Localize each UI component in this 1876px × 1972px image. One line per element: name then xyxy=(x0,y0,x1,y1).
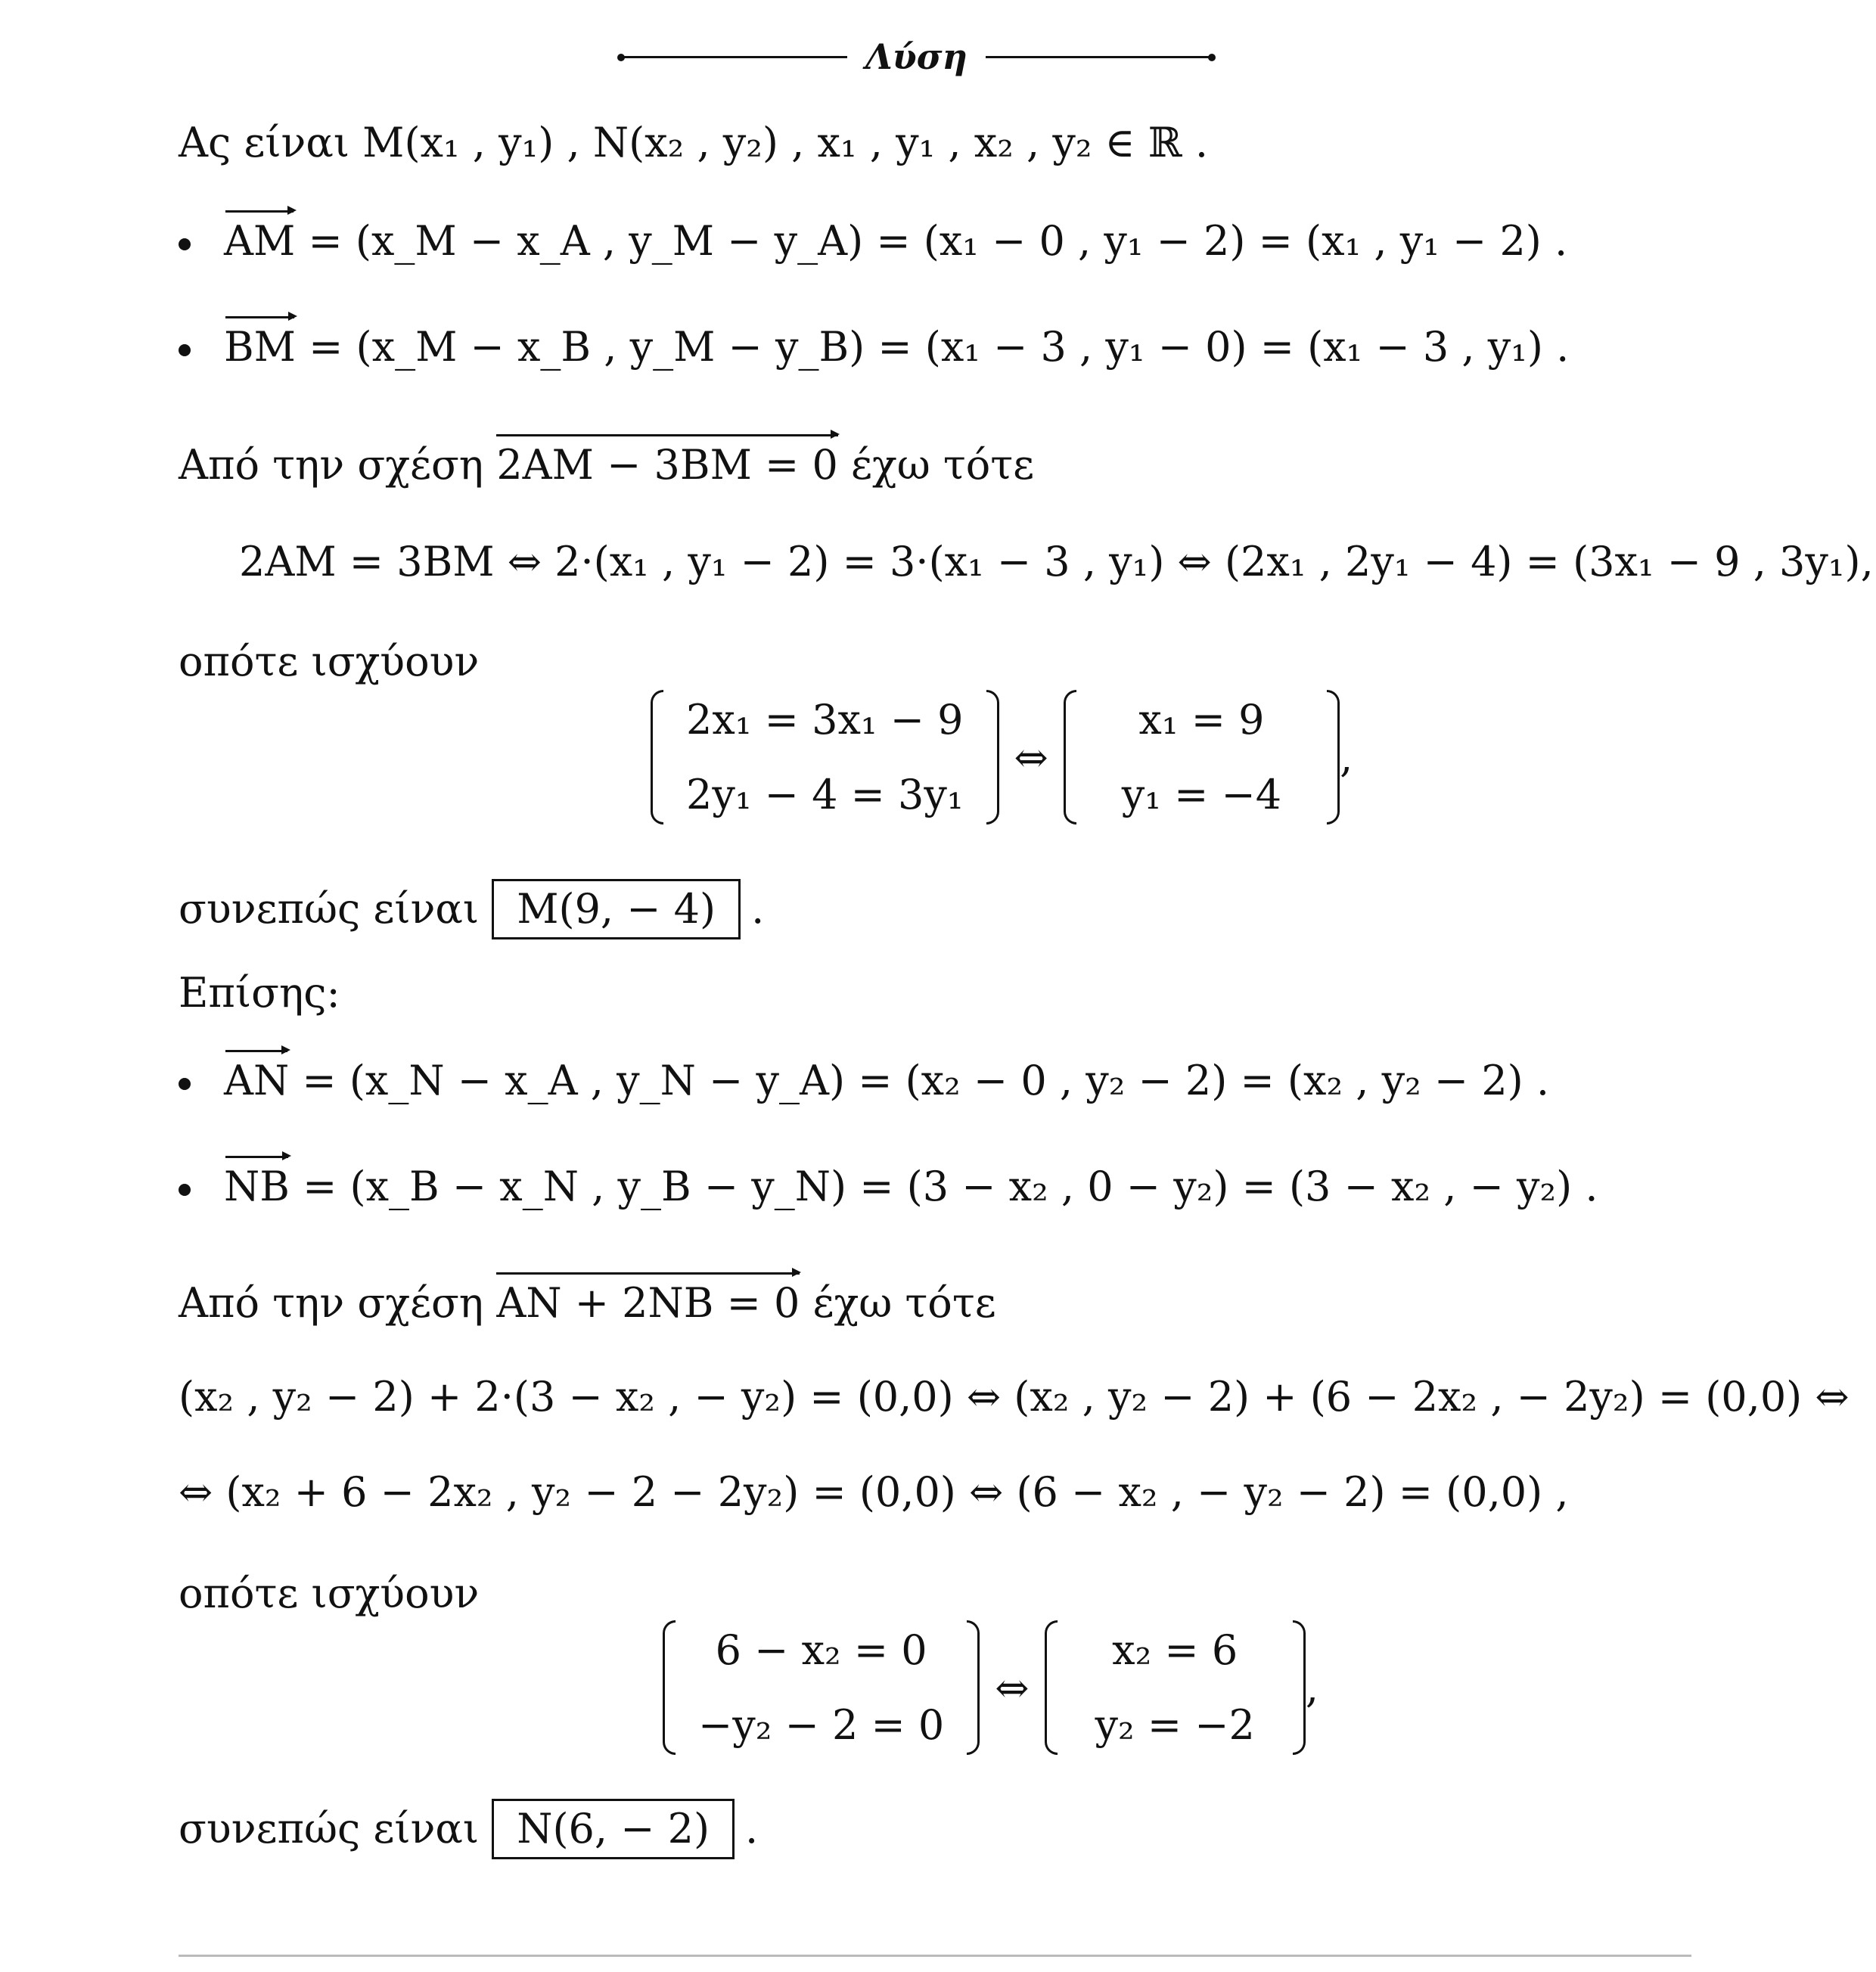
brace-left-icon xyxy=(1064,690,1076,825)
system-2-eq-2: −y₂ − 2 = 0 xyxy=(698,1701,945,1749)
system-2-sol-1: x₂ = 6 xyxy=(1112,1626,1238,1674)
result-1-line xyxy=(179,879,764,939)
relation-2-expr: AN + 2NB = 0 xyxy=(496,1279,800,1327)
bullet-icon xyxy=(179,1184,191,1196)
brace-left-icon xyxy=(663,1620,676,1755)
brace-left-icon xyxy=(651,690,663,825)
intro-line: Ας είναι M(x₁ , y₁) , N(x₂ , y₂) , x₁ , y₁ , x₂ , y₂ ∈ ℝ . xyxy=(179,119,1208,166)
an-vector-line xyxy=(179,1057,1550,1104)
brace-right-icon xyxy=(967,1620,980,1755)
result-2-line xyxy=(179,1799,758,1859)
relation-1-equation: 2AM = 3BM ⇔ 2·(x₁ , y₁ − 2) = 3·(x₁ − 3 , y₁) ⇔ (2x₁ , 2y₁ − 4) = (3x₁ − 9 , 3y₁), xyxy=(239,538,1874,585)
hold-2-text: οπότε ισχύουν xyxy=(179,1570,480,1617)
bm-expansion: = (x_M − x_B , y_M − y_B) = (x₁ − 3 , y₁ − 0) = (x₁ − 3 , y₁) . xyxy=(295,323,1570,371)
relation-2-prefix: Από την σχέση xyxy=(179,1279,497,1327)
result-2-box: N(6, − 2) xyxy=(492,1799,735,1859)
nb-vector-line xyxy=(179,1163,1598,1210)
an-expansion: = (x_N − x_A , y_N − y_A) = (x₂ − 0 , y₂ − 2) = (x₂ , y₂ − 2) . xyxy=(289,1057,1550,1104)
bullet-icon xyxy=(179,344,191,356)
system-1-comma: , xyxy=(1340,733,1353,781)
am-vector-line xyxy=(179,217,1568,265)
heading-text: Λύση xyxy=(865,36,968,77)
hold-1-text: οπότε ισχύουν xyxy=(179,638,480,685)
system-1-sol-2: y₁ = −4 xyxy=(1121,771,1282,818)
system-1-sol-1: x₁ = 9 xyxy=(1138,696,1265,744)
relation-2-equation-2: ⇔ (x₂ + 6 − 2x₂ , y₂ − 2 − 2y₂) = (0,0) ⇔ (6 − x₂ , − y₂ − 2) = (0,0) , xyxy=(179,1468,1569,1516)
heading-rule-right xyxy=(986,56,1213,58)
system-2-right-rows xyxy=(1058,1626,1293,1749)
relation-1-intro xyxy=(179,441,1035,489)
result-1-prefix: συνεπώς είναι xyxy=(179,885,492,933)
brace-right-icon xyxy=(986,690,999,825)
iff-symbol: ⇔ xyxy=(995,1663,1030,1712)
vector-am: AM xyxy=(224,217,296,265)
nb-expansion: = (x_B − x_N , y_B − y_N) = (3 − x₂ , 0 − y₂) = (3 − x₂ , − y₂) . xyxy=(289,1163,1598,1210)
heading-rule-left xyxy=(620,56,847,58)
am-expansion: = (x_M − x_A , y_M − y_A) = (x₁ − 0 , y₁ − 2) = (x₁ , y₁ − 2) . xyxy=(295,217,1568,265)
system-1-eq-1: 2x₁ = 3x₁ − 9 xyxy=(686,696,964,744)
also-text: Επίσης: xyxy=(179,969,340,1017)
result-2-prefix: συνεπώς είναι xyxy=(179,1805,492,1852)
brace-right-icon xyxy=(1327,690,1340,825)
relation-2-equation-1: (x₂ , y₂ − 2) + 2·(3 − x₂ , − y₂) = (0,0) ⇔ (x₂ , y₂ − 2) + (6 − 2x₂ , − 2y₂) = (0,0) ⇔ xyxy=(179,1373,1850,1421)
brace-right-icon xyxy=(1293,1620,1306,1755)
result-1-end: . xyxy=(751,885,765,933)
brace-left-icon xyxy=(1045,1620,1058,1755)
bullet-icon xyxy=(179,1078,191,1090)
system-1 xyxy=(651,690,1353,825)
system-1-right-rows xyxy=(1076,696,1327,818)
system-1-left-rows xyxy=(663,696,986,818)
bm-vector-line xyxy=(179,323,1570,371)
vector-bm: BM xyxy=(224,323,296,371)
relation-2-intro xyxy=(179,1279,996,1327)
result-2-end: . xyxy=(745,1805,759,1852)
relation-1-prefix: Από την σχέση xyxy=(179,441,497,489)
vector-nb: NB xyxy=(224,1163,290,1210)
system-2-comma: , xyxy=(1305,1663,1319,1712)
system-2-left-rows xyxy=(676,1626,967,1749)
system-2-eq-1: 6 − x₂ = 0 xyxy=(715,1626,927,1674)
footer-divider xyxy=(179,1955,1691,1957)
system-1-eq-2: 2y₁ − 4 = 3y₁ xyxy=(686,771,964,818)
relation-1-suffix: έχω τότε xyxy=(837,441,1035,489)
system-2 xyxy=(663,1620,1318,1755)
iff-symbol: ⇔ xyxy=(1014,733,1048,781)
result-1-box: M(9, − 4) xyxy=(492,879,741,939)
relation-1-expr: 2AM − 3BM = 0 xyxy=(496,441,838,489)
vector-an: AN xyxy=(224,1057,290,1104)
system-2-sol-2: y₂ = −2 xyxy=(1095,1701,1255,1749)
solution-heading xyxy=(620,36,1213,77)
relation-2-suffix: έχω τότε xyxy=(800,1279,996,1327)
bullet-icon xyxy=(179,238,191,250)
